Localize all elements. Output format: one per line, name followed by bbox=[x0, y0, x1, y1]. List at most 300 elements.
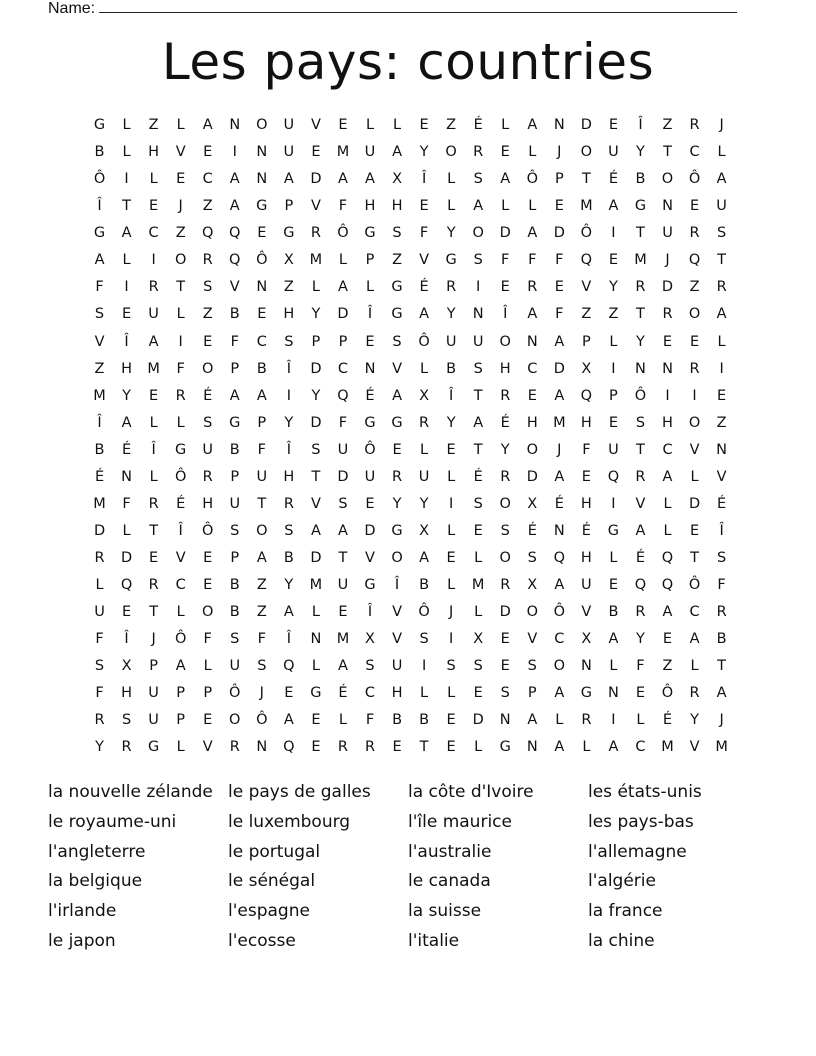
grid-letter: L bbox=[176, 414, 185, 431]
grid-letter: L bbox=[528, 144, 537, 161]
grid-row bbox=[86, 653, 735, 680]
grid-letter: E bbox=[392, 739, 402, 756]
grid-letter: A bbox=[689, 631, 700, 648]
grid-letter: X bbox=[419, 387, 430, 404]
grid-letter: F bbox=[95, 279, 104, 296]
grid-letter: O bbox=[499, 333, 511, 350]
grid-letter: R bbox=[527, 279, 538, 296]
grid-letter: P bbox=[609, 387, 618, 404]
grid-letter: N bbox=[553, 522, 565, 539]
grid-letter: O bbox=[256, 117, 268, 134]
grid-letter: A bbox=[716, 306, 727, 323]
grid-letter: Ô bbox=[364, 441, 376, 458]
grid-letter: R bbox=[202, 252, 213, 269]
grid-row bbox=[86, 112, 735, 139]
grid-letter: R bbox=[148, 577, 159, 594]
grid-letter: E bbox=[446, 712, 456, 729]
grid-letter: A bbox=[608, 739, 619, 756]
grid-letter: E bbox=[608, 414, 618, 431]
grid-letter: R bbox=[419, 414, 430, 431]
grid-letter: B bbox=[94, 441, 105, 458]
grid-letter: N bbox=[256, 279, 268, 296]
grid-letter: A bbox=[662, 468, 673, 485]
grid-letter: Ô bbox=[553, 604, 566, 621]
grid-letter: E bbox=[500, 631, 510, 648]
grid-letter: A bbox=[554, 739, 565, 756]
grid-letter: É bbox=[527, 522, 537, 539]
word-bank-item: l'irlande bbox=[48, 901, 117, 922]
grid-letter: Î bbox=[719, 522, 724, 539]
grid-letter: Z bbox=[256, 577, 267, 594]
grid-letter: Y bbox=[311, 306, 321, 323]
grid-letter: E bbox=[689, 333, 700, 350]
grid-letter: O bbox=[472, 225, 484, 242]
grid-letter: E bbox=[311, 144, 321, 161]
grid-letter: Q bbox=[661, 577, 674, 594]
grid-letter: D bbox=[553, 360, 565, 377]
grid-row bbox=[86, 545, 735, 572]
grid-letter: H bbox=[283, 306, 295, 323]
grid-letter: L bbox=[176, 306, 185, 323]
grid-letter: L bbox=[447, 522, 456, 539]
grid-letter: O bbox=[526, 441, 538, 458]
grid-letter: R bbox=[392, 468, 403, 485]
grid-letter: I bbox=[286, 387, 291, 404]
grid-letter: Y bbox=[419, 144, 429, 161]
grid-letter: L bbox=[122, 522, 131, 539]
grid-letter: O bbox=[688, 414, 701, 431]
grid-letter: É bbox=[176, 495, 186, 512]
grid-letter: F bbox=[203, 631, 212, 648]
grid-letter: S bbox=[365, 658, 375, 675]
grid-letter: I bbox=[124, 171, 129, 188]
grid-letter: U bbox=[608, 144, 619, 161]
grid-letter: X bbox=[581, 360, 592, 377]
grid-letter: X bbox=[527, 495, 538, 512]
grid-letter: R bbox=[500, 387, 511, 404]
grid-letter: É bbox=[419, 279, 429, 296]
grid-letter: F bbox=[636, 658, 645, 675]
grid-letter: Ô bbox=[93, 171, 106, 188]
grid-letter: É bbox=[554, 495, 564, 512]
name-field bbox=[48, 0, 748, 18]
grid-letter: A bbox=[337, 522, 348, 539]
grid-letter: A bbox=[229, 387, 240, 404]
grid-letter: M bbox=[147, 360, 160, 377]
grid-letter: O bbox=[661, 171, 674, 188]
grid-letter: R bbox=[500, 577, 511, 594]
grid-letter: T bbox=[338, 550, 348, 567]
grid-letter: A bbox=[608, 631, 619, 648]
grid-letter: Ô bbox=[229, 685, 241, 702]
grid-letter: R bbox=[446, 279, 457, 296]
grid-letter: G bbox=[256, 198, 268, 215]
grid-letter: L bbox=[474, 550, 483, 567]
grid-letter: Z bbox=[175, 225, 186, 242]
grid-letter: X bbox=[365, 631, 375, 648]
grid-letter: A bbox=[662, 604, 673, 621]
grid-letter: P bbox=[257, 414, 267, 431]
grid-letter: L bbox=[122, 117, 131, 134]
grid-letter: V bbox=[310, 198, 321, 215]
grid-letter: L bbox=[311, 279, 320, 296]
grid-letter: Î bbox=[151, 441, 156, 458]
grid-letter: E bbox=[365, 333, 375, 350]
grid-letter: S bbox=[473, 658, 483, 675]
grid-letter: D bbox=[364, 522, 376, 539]
grid-letter: Z bbox=[202, 306, 213, 323]
grid-letter: H bbox=[662, 414, 673, 431]
grid-letter: A bbox=[121, 414, 132, 431]
grid-letter: I bbox=[151, 252, 156, 269]
grid-letter: S bbox=[446, 658, 456, 675]
grid-letter: Z bbox=[581, 306, 592, 323]
grid-letter: H bbox=[580, 550, 592, 567]
grid-letter: D bbox=[688, 495, 701, 512]
grid-letter: F bbox=[257, 631, 266, 648]
grid-letter: R bbox=[689, 117, 700, 134]
grid-letter: R bbox=[716, 604, 727, 621]
grid-letter: E bbox=[662, 631, 673, 648]
grid-letter: O bbox=[499, 550, 511, 567]
grid-letter: M bbox=[634, 252, 647, 269]
grid-letter: O bbox=[553, 658, 566, 675]
grid-letter: E bbox=[149, 387, 159, 404]
grid-letter: T bbox=[257, 495, 267, 512]
grid-letter: A bbox=[337, 171, 348, 188]
grid-letter: N bbox=[256, 144, 268, 161]
grid-letter: Y bbox=[392, 495, 402, 512]
grid-letter: É bbox=[121, 441, 132, 458]
grid-letter: S bbox=[284, 522, 294, 539]
grid-letter: V bbox=[581, 279, 592, 296]
grid-letter: Ô bbox=[634, 387, 647, 404]
grid-letter: L bbox=[176, 117, 185, 134]
grid-letter: L bbox=[176, 604, 185, 621]
grid-letter: T bbox=[176, 279, 186, 296]
grid-letter: S bbox=[500, 685, 510, 702]
grid-letter: Î bbox=[97, 414, 102, 431]
grid-letter: L bbox=[447, 171, 456, 188]
grid-letter: L bbox=[474, 604, 483, 621]
grid-letter: R bbox=[689, 685, 700, 702]
grid-row bbox=[86, 166, 735, 193]
word-bank-item: l'angleterre bbox=[48, 841, 146, 862]
grid-letter: S bbox=[419, 631, 429, 648]
grid-letter: F bbox=[338, 198, 348, 215]
grid-letter: S bbox=[473, 171, 483, 188]
grid-letter: V bbox=[689, 441, 700, 458]
grid-letter: R bbox=[148, 279, 159, 296]
grid-letter: A bbox=[392, 144, 402, 161]
grid-letter: M bbox=[471, 577, 485, 594]
grid-letter: G bbox=[364, 577, 376, 594]
grid-letter: U bbox=[337, 441, 349, 458]
word-bank-item: la côte d'Ivoire bbox=[408, 782, 534, 802]
grid-letter: T bbox=[690, 550, 699, 567]
grid-letter: B bbox=[94, 144, 105, 161]
grid-letter: I bbox=[665, 387, 670, 404]
grid-letter: Q bbox=[120, 577, 133, 594]
grid-letter: Î bbox=[448, 387, 454, 404]
grid-letter: C bbox=[256, 333, 267, 350]
grid-letter: S bbox=[527, 550, 537, 567]
grid-letter: Ô bbox=[526, 171, 538, 188]
grid-letter: I bbox=[611, 495, 616, 512]
grid-letter: R bbox=[689, 360, 700, 377]
grid-letter: É bbox=[662, 712, 673, 729]
grid-letter: L bbox=[717, 333, 726, 350]
grid-letter: G bbox=[364, 225, 376, 242]
grid-letter: U bbox=[229, 658, 241, 675]
grid-letter: D bbox=[120, 550, 133, 567]
grid-letter: L bbox=[501, 117, 510, 134]
grid-letter: M bbox=[661, 739, 674, 756]
grid-letter: E bbox=[203, 577, 213, 594]
grid-letter: S bbox=[392, 225, 402, 242]
grid-letter: H bbox=[499, 360, 511, 377]
grid-letter: V bbox=[716, 468, 727, 485]
grid-letter: Î bbox=[367, 604, 373, 621]
grid-letter: Î bbox=[178, 522, 183, 539]
grid-letter: C bbox=[175, 577, 186, 594]
grid-letter: H bbox=[580, 495, 592, 512]
grid-letter: V bbox=[581, 604, 592, 621]
grid-letter: S bbox=[716, 550, 727, 567]
grid-letter: M bbox=[93, 387, 106, 404]
grid-letter: N bbox=[635, 360, 646, 377]
grid-letter: Ô bbox=[174, 468, 187, 485]
grid-letter: N bbox=[662, 198, 673, 215]
grid-letter: S bbox=[716, 225, 727, 242]
grid-letter: L bbox=[149, 468, 158, 485]
grid-letter: R bbox=[364, 739, 376, 756]
grid-letter: V bbox=[310, 495, 321, 512]
grid-letter: U bbox=[283, 117, 295, 134]
grid-letter: R bbox=[500, 468, 511, 485]
grid-letter: G bbox=[93, 117, 106, 134]
grid-letter: P bbox=[203, 685, 213, 702]
grid-letter: G bbox=[93, 225, 106, 242]
grid-letter: I bbox=[448, 495, 454, 512]
grid-letter: A bbox=[337, 279, 348, 296]
grid-letter: S bbox=[473, 360, 483, 377]
word-bank-item: le canada bbox=[408, 871, 491, 892]
grid-letter: L bbox=[122, 252, 131, 269]
grid-letter: X bbox=[392, 171, 402, 188]
grid-letter: H bbox=[121, 685, 133, 702]
grid-letter: R bbox=[581, 712, 592, 729]
grid-letter: U bbox=[662, 225, 673, 242]
grid-row bbox=[86, 220, 735, 247]
grid-letter: S bbox=[284, 333, 294, 350]
word-bank-item: la suisse bbox=[408, 901, 482, 922]
grid-letter: E bbox=[311, 739, 321, 756]
grid-letter: A bbox=[554, 468, 565, 485]
grid-letter: T bbox=[663, 144, 672, 161]
grid-letter: C bbox=[148, 225, 159, 242]
grid-letter: G bbox=[499, 739, 511, 756]
grid-letter: M bbox=[336, 144, 350, 161]
grid-letter: R bbox=[121, 739, 132, 756]
word-bank-item: la belgique bbox=[48, 871, 143, 892]
grid-letter: U bbox=[256, 468, 268, 485]
grid-letter: É bbox=[608, 171, 618, 188]
grid-letter: J bbox=[151, 631, 156, 648]
grid-letter: P bbox=[338, 333, 348, 350]
grid-letter: R bbox=[229, 739, 240, 756]
grid-letter: Y bbox=[500, 441, 510, 458]
grid-letter: Z bbox=[94, 360, 105, 377]
grid-letter: U bbox=[364, 144, 376, 161]
grid-letter: D bbox=[310, 414, 322, 431]
grid-letter: S bbox=[203, 279, 213, 296]
grid-letter: E bbox=[473, 685, 483, 702]
grid-letter: O bbox=[526, 604, 538, 621]
grid-letter: R bbox=[716, 279, 727, 296]
word-bank-item: l'australie bbox=[408, 841, 492, 862]
grid-letter: L bbox=[690, 468, 699, 485]
grid-row bbox=[86, 464, 735, 491]
grid-letter: D bbox=[93, 522, 106, 539]
letter-grid bbox=[86, 112, 735, 762]
grid-letter: E bbox=[203, 712, 213, 729]
grid-letter: L bbox=[311, 658, 320, 675]
grid-letter: R bbox=[635, 604, 646, 621]
grid-letter: G bbox=[391, 279, 403, 296]
grid-letter: H bbox=[283, 468, 295, 485]
grid-letter: I bbox=[611, 225, 616, 242]
grid-letter: S bbox=[500, 522, 510, 539]
grid-letter: I bbox=[692, 387, 697, 404]
grid-letter: E bbox=[284, 685, 294, 702]
grid-letter: A bbox=[716, 685, 727, 702]
grid-letter: R bbox=[148, 495, 159, 512]
grid-letter: L bbox=[690, 658, 699, 675]
grid-letter: T bbox=[149, 604, 159, 621]
word-bank-item: le portugal bbox=[228, 841, 321, 862]
grid-letter: Ô bbox=[337, 225, 349, 242]
grid-letter: U bbox=[445, 333, 457, 350]
grid-letter: O bbox=[499, 495, 511, 512]
grid-letter: U bbox=[364, 468, 376, 485]
grid-letter: É bbox=[635, 550, 646, 567]
grid-letter: Î bbox=[286, 360, 291, 377]
page-title: Les pays: countries bbox=[161, 33, 655, 91]
grid-letter: H bbox=[148, 144, 160, 161]
grid-letter: L bbox=[609, 333, 618, 350]
grid-letter: P bbox=[230, 468, 240, 485]
grid-letter: Z bbox=[689, 279, 700, 296]
grid-letter: C bbox=[662, 441, 673, 458]
grid-letter: Ô bbox=[688, 577, 701, 594]
grid-letter: Q bbox=[553, 550, 566, 567]
grid-letter: D bbox=[310, 360, 322, 377]
grid-letter: T bbox=[149, 522, 159, 539]
grid-letter: G bbox=[607, 522, 620, 539]
grid-letter: E bbox=[446, 739, 456, 756]
grid-letter: E bbox=[311, 712, 321, 729]
grid-letter: R bbox=[94, 712, 105, 729]
grid-letter: Î bbox=[124, 333, 129, 350]
grid-letter: M bbox=[93, 495, 106, 512]
grid-letter: N bbox=[256, 171, 268, 188]
grid-letter: P bbox=[365, 252, 375, 269]
grid-letter: B bbox=[716, 631, 727, 648]
grid-letter: I bbox=[124, 279, 129, 296]
grid-letter: Q bbox=[337, 387, 349, 404]
grid-letter: B bbox=[392, 712, 403, 729]
grid-letter: R bbox=[94, 550, 105, 567]
grid-letter: P bbox=[230, 360, 240, 377]
grid-letter: E bbox=[203, 333, 213, 350]
grid-letter: G bbox=[175, 441, 187, 458]
grid-letter: Q bbox=[607, 468, 620, 485]
grid-letter: L bbox=[122, 144, 131, 161]
grid-letter: Y bbox=[636, 631, 645, 648]
grid-letter: O bbox=[202, 604, 214, 621]
grid-row bbox=[86, 193, 735, 220]
grid-letter: A bbox=[554, 685, 565, 702]
grid-letter: Q bbox=[580, 387, 593, 404]
grid-letter: N bbox=[121, 468, 132, 485]
grid-letter: A bbox=[229, 198, 240, 215]
grid-letter: L bbox=[663, 522, 672, 539]
grid-letter: F bbox=[555, 252, 564, 269]
grid-letter: E bbox=[149, 550, 159, 567]
grid-letter: A bbox=[256, 387, 267, 404]
grid-letter: F bbox=[582, 441, 591, 458]
grid-letter: D bbox=[337, 468, 349, 485]
grid-letter: U bbox=[608, 441, 619, 458]
grid-letter: I bbox=[611, 360, 616, 377]
grid-row bbox=[86, 626, 735, 653]
grid-row bbox=[86, 356, 735, 383]
grid-letter: P bbox=[230, 550, 240, 567]
grid-letter: X bbox=[121, 658, 132, 675]
grid-letter: V bbox=[175, 550, 186, 567]
grid-letter: V bbox=[419, 252, 430, 269]
grid-letter: Ô bbox=[580, 225, 593, 242]
grid-letter: O bbox=[229, 712, 241, 729]
grid-letter: F bbox=[365, 712, 375, 729]
grid-letter: F bbox=[419, 225, 429, 242]
grid-letter: V bbox=[635, 495, 646, 512]
grid-letter: C bbox=[527, 360, 538, 377]
grid-letter: E bbox=[554, 279, 564, 296]
name-label: Name: bbox=[48, 0, 96, 17]
grid-letter: S bbox=[94, 658, 105, 675]
grid-letter: Z bbox=[283, 279, 294, 296]
grid-letter: E bbox=[608, 577, 618, 594]
grid-letter: N bbox=[607, 685, 619, 702]
grid-letter: R bbox=[310, 225, 321, 242]
grid-letter: D bbox=[499, 604, 511, 621]
grid-letter: A bbox=[608, 198, 619, 215]
grid-letter: Ô bbox=[202, 522, 214, 539]
grid-letter: P bbox=[554, 171, 564, 188]
grid-letter: O bbox=[174, 252, 187, 269]
grid-letter: Y bbox=[446, 414, 456, 431]
grid-letter: M bbox=[309, 252, 323, 269]
grid-letter: Q bbox=[661, 550, 674, 567]
grid-letter: R bbox=[175, 387, 186, 404]
grid-row bbox=[86, 518, 735, 545]
grid-letter: Y bbox=[311, 387, 321, 404]
grid-letter: A bbox=[527, 306, 538, 323]
grid-letter: I bbox=[719, 360, 724, 377]
grid-letter: H bbox=[526, 414, 538, 431]
